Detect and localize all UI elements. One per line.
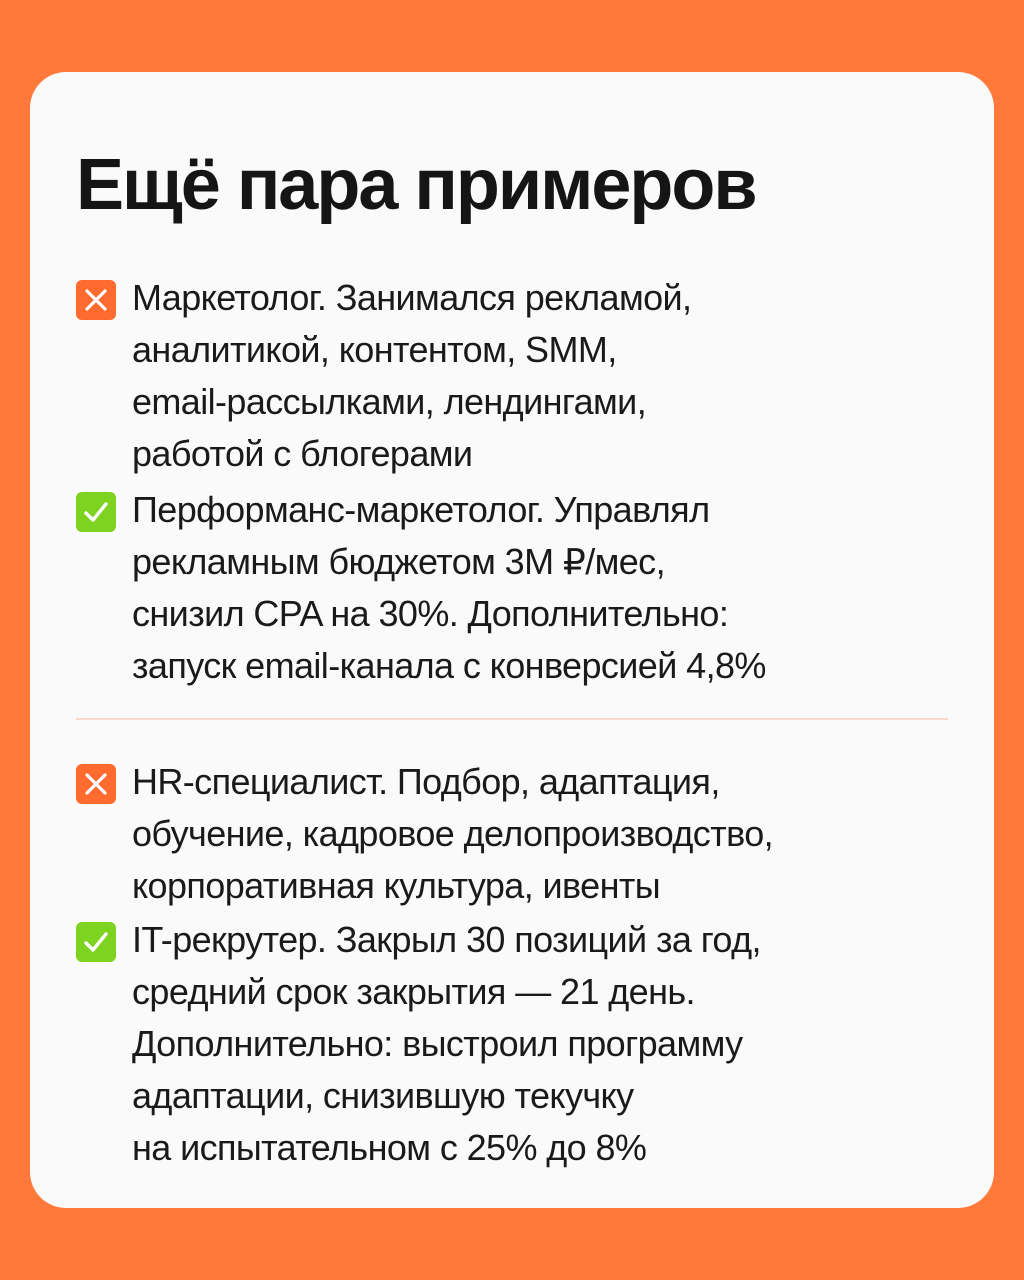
page-title: Ещё пара примеров [76, 145, 756, 225]
check-mark-icon [76, 922, 116, 962]
example-2-good-text: IT-рекрутер. Закрыл 30 позиций за год, средний срок закрытия — 21 день. Дополнительно: выстроил программу адаптации, снизившую текучку на испытательном с 25% до 8% [132, 919, 761, 1168]
example-1-bad-text: Маркетолог. Занимался рекламой, аналитикой, контентом, SMM, email-рассылками, лендингами, работой с блогерами [132, 277, 692, 474]
check-mark-icon [76, 492, 116, 532]
example-2-bad-text: HR-специалист. Подбор, адаптация, обучение, кадровое делопроизводство, корпоративная культура, ивенты [132, 761, 774, 906]
divider [76, 718, 948, 720]
cross-mark-icon [76, 764, 116, 804]
example-1-good-text: Перформанс-маркетолог. Управлял рекламным бюджетом 3М ₽/мес, снизил CPA на 30%. Дополнительно: запуск email-канала с конверсией 4,8% [132, 489, 766, 686]
cross-mark-icon [76, 280, 116, 320]
content-card [30, 72, 994, 1208]
